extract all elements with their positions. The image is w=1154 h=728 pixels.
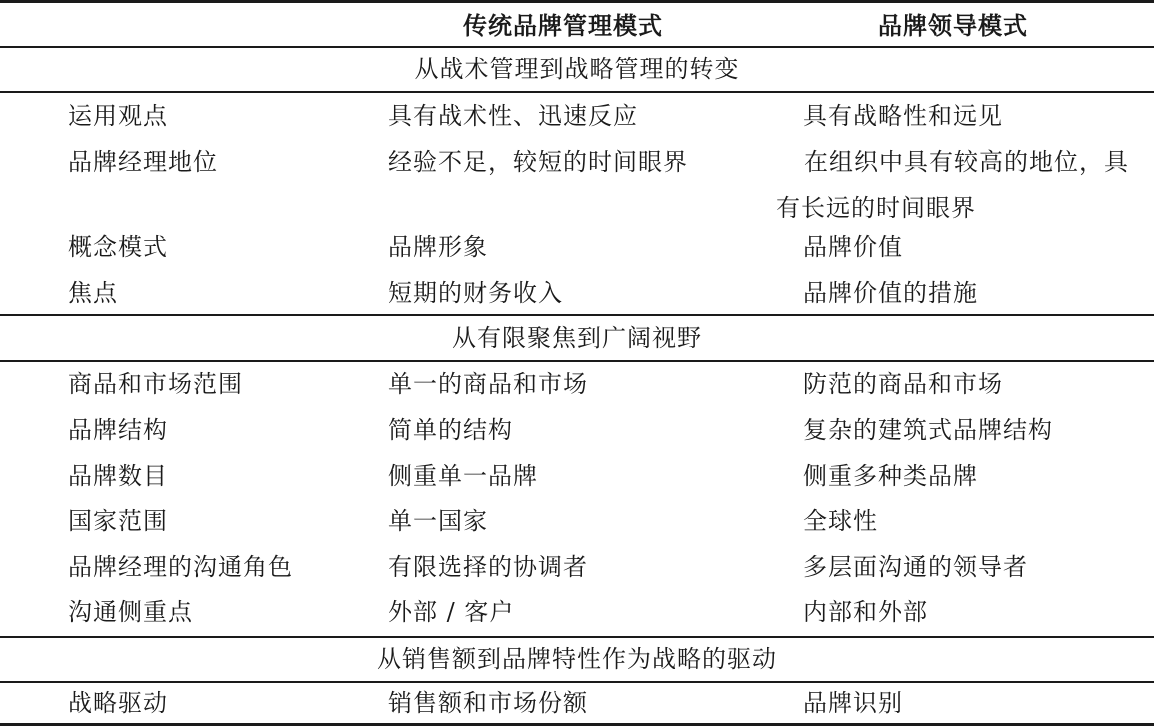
row-traditional: 单一的商品和市场 (388, 370, 588, 398)
row-traditional: 单一国家 (388, 507, 488, 535)
row-traditional: 外部 / 客户 (388, 598, 515, 626)
header-col-leadership: 品牌领导模式 (878, 11, 1028, 40)
section-rule (0, 91, 1154, 93)
header-col-traditional: 传统品牌管理模式 (463, 11, 663, 40)
row-label: 品牌结构 (68, 416, 168, 444)
row-leadership: 侧重多种类品牌 (803, 462, 978, 490)
row-traditional: 具有战术性、迅速反应 (388, 102, 638, 130)
section-rule (0, 636, 1154, 638)
section-title: 从战术管理到战略管理的转变 (414, 55, 740, 83)
row-label: 品牌数目 (68, 462, 168, 490)
section-rule (0, 681, 1154, 683)
row-leadership: 复杂的建筑式品牌结构 (803, 416, 1053, 444)
row-leadership: 防范的商品和市场 (803, 370, 1003, 398)
row-leadership: 多层面沟通的领导者 (803, 553, 1028, 581)
row-label: 焦点 (68, 279, 118, 307)
row-leadership: 在组织中具有较高的地位，具有长远的时间眼界 (776, 148, 1129, 222)
row-traditional: 销售额和市场份额 (388, 689, 588, 717)
section-title: 从销售额到品牌特性作为战略的驱动 (377, 645, 777, 673)
row-leadership: 具有战略性和远见 (803, 102, 1003, 130)
row-traditional: 侧重单一品牌 (388, 462, 538, 490)
row-label: 国家范围 (68, 507, 168, 535)
row-traditional: 有限选择的协调者 (388, 553, 588, 581)
row-label: 品牌经理地位 (68, 148, 218, 176)
row-label: 品牌经理的沟通角色 (68, 553, 293, 581)
bottom-rule (0, 723, 1154, 726)
section-rule (0, 314, 1154, 316)
row-leadership: 品牌识别 (803, 689, 903, 717)
section-rule (0, 360, 1154, 362)
row-leadership: 品牌价值的措施 (803, 279, 978, 307)
row-label: 概念模式 (68, 233, 168, 261)
row-traditional: 短期的财务收入 (388, 279, 563, 307)
row-traditional: 简单的结构 (388, 416, 513, 444)
row-leadership: 内部和外部 (803, 598, 928, 626)
row-label: 战略驱动 (68, 689, 168, 717)
row-leadership: 全球性 (803, 507, 878, 535)
row-label: 商品和市场范围 (68, 370, 243, 398)
row-label: 沟通侧重点 (68, 598, 193, 626)
row-traditional: 经验不足，较短的时间眼界 (388, 148, 688, 176)
row-label: 运用观点 (68, 102, 168, 130)
header-rule (0, 46, 1154, 48)
section-title: 从有限聚焦到广阔视野 (452, 324, 702, 352)
row-traditional: 品牌形象 (388, 233, 488, 261)
row-leadership: 品牌价值 (803, 233, 903, 261)
